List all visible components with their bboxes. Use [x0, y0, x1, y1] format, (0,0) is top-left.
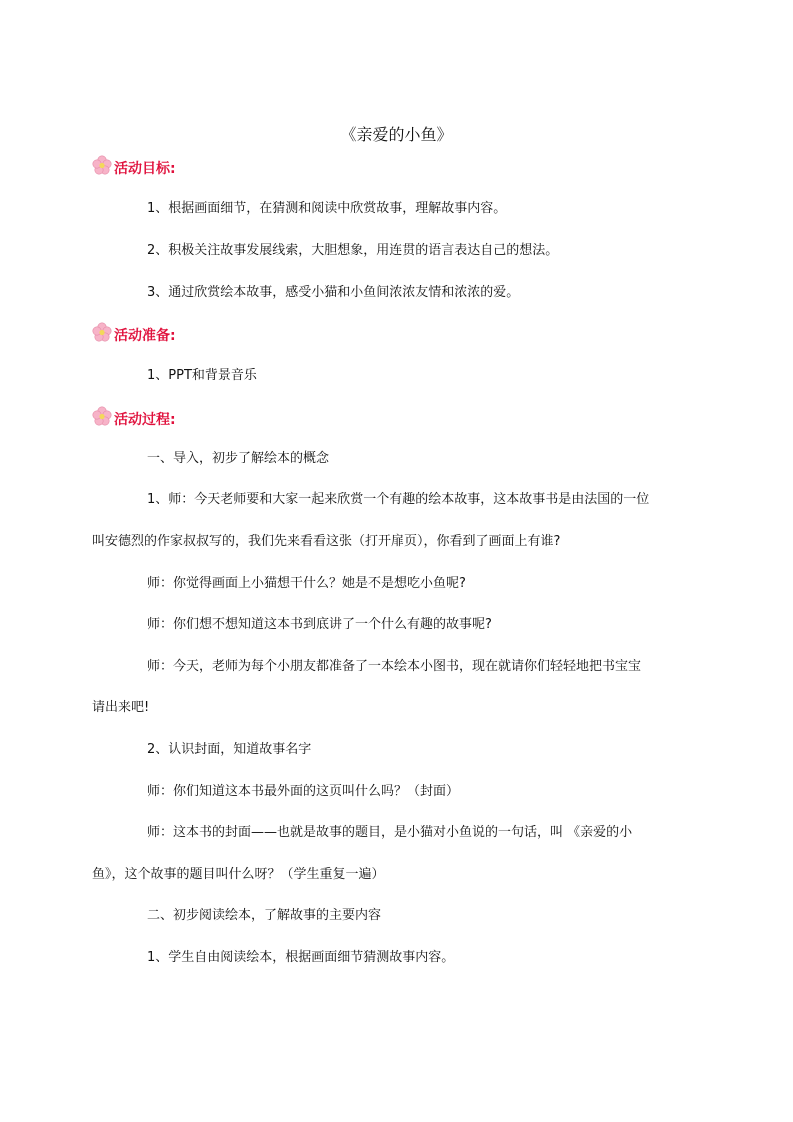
process-line: 师：今天，老师为每个小朋友都准备了一本绘本小图书，现在就请你们轻轻地把书宝宝: [147, 659, 642, 674]
process-line: 师：这本书的封面——也就是故事的题目，是小猫对小鱼说的一句话，叫 《亲爱的小: [147, 825, 633, 840]
process-line: 2、认识封面，知道故事名字: [147, 742, 312, 757]
goal-item: 2、积极关注故事发展线索，大胆想象，用连贯的语言表达自己的想法。: [147, 243, 559, 258]
section-heading-goals: [92, 157, 176, 179]
process-line: 师：你觉得画面上小猫想干什么？她是不是想吃小鱼呢?: [147, 576, 466, 591]
flower-icon: [92, 406, 112, 426]
goal-item: 3、通过欣赏绘本故事，感受小猫和小鱼间浓浓友情和浓浓的爱。: [147, 285, 520, 300]
process-line: 请出来吧!: [92, 700, 150, 715]
process-line: 叫安德烈的作家叔叔写的，我们先来看看这张（打开扉页），你看到了画面上有谁?: [92, 534, 561, 549]
process-line: 1、学生自由阅读绘本，根据画面细节猜测故事内容。: [147, 950, 455, 965]
document-title: 《亲爱的小鱼》: [340, 125, 453, 144]
section-heading-label: 活动目标:: [114, 161, 176, 177]
goal-item: 1、根据画面细节，在猜测和阅读中欣赏故事，理解故事内容。: [147, 201, 507, 216]
process-line: 师：你们知道这本书最外面的这页叫什么吗？（封面）: [147, 784, 460, 799]
section-heading-process: [92, 408, 176, 430]
process-line: 师：你们想不想知道这本书到底讲了一个什么有趣的故事呢?: [147, 617, 492, 632]
process-line: 1、师：今天老师要和大家一起来欣赏一个有趣的绘本故事，这本故事书是由法国的一位: [147, 492, 650, 507]
flower-icon: [92, 155, 112, 175]
process-line: 鱼》，这个故事的题目叫什么呀？（学生重复一遍）: [92, 867, 385, 882]
process-line: 二、初步阅读绘本，了解故事的主要内容: [147, 908, 382, 923]
process-line: 一、导入，初步了解绘本的概念: [147, 451, 330, 466]
section-heading-label: 活动过程:: [114, 412, 176, 428]
prep-item: 1、PPT和背景音乐: [147, 368, 257, 383]
section-heading-prep: [92, 324, 176, 346]
section-heading-label: 活动准备:: [114, 328, 176, 344]
flower-icon: [92, 322, 112, 342]
